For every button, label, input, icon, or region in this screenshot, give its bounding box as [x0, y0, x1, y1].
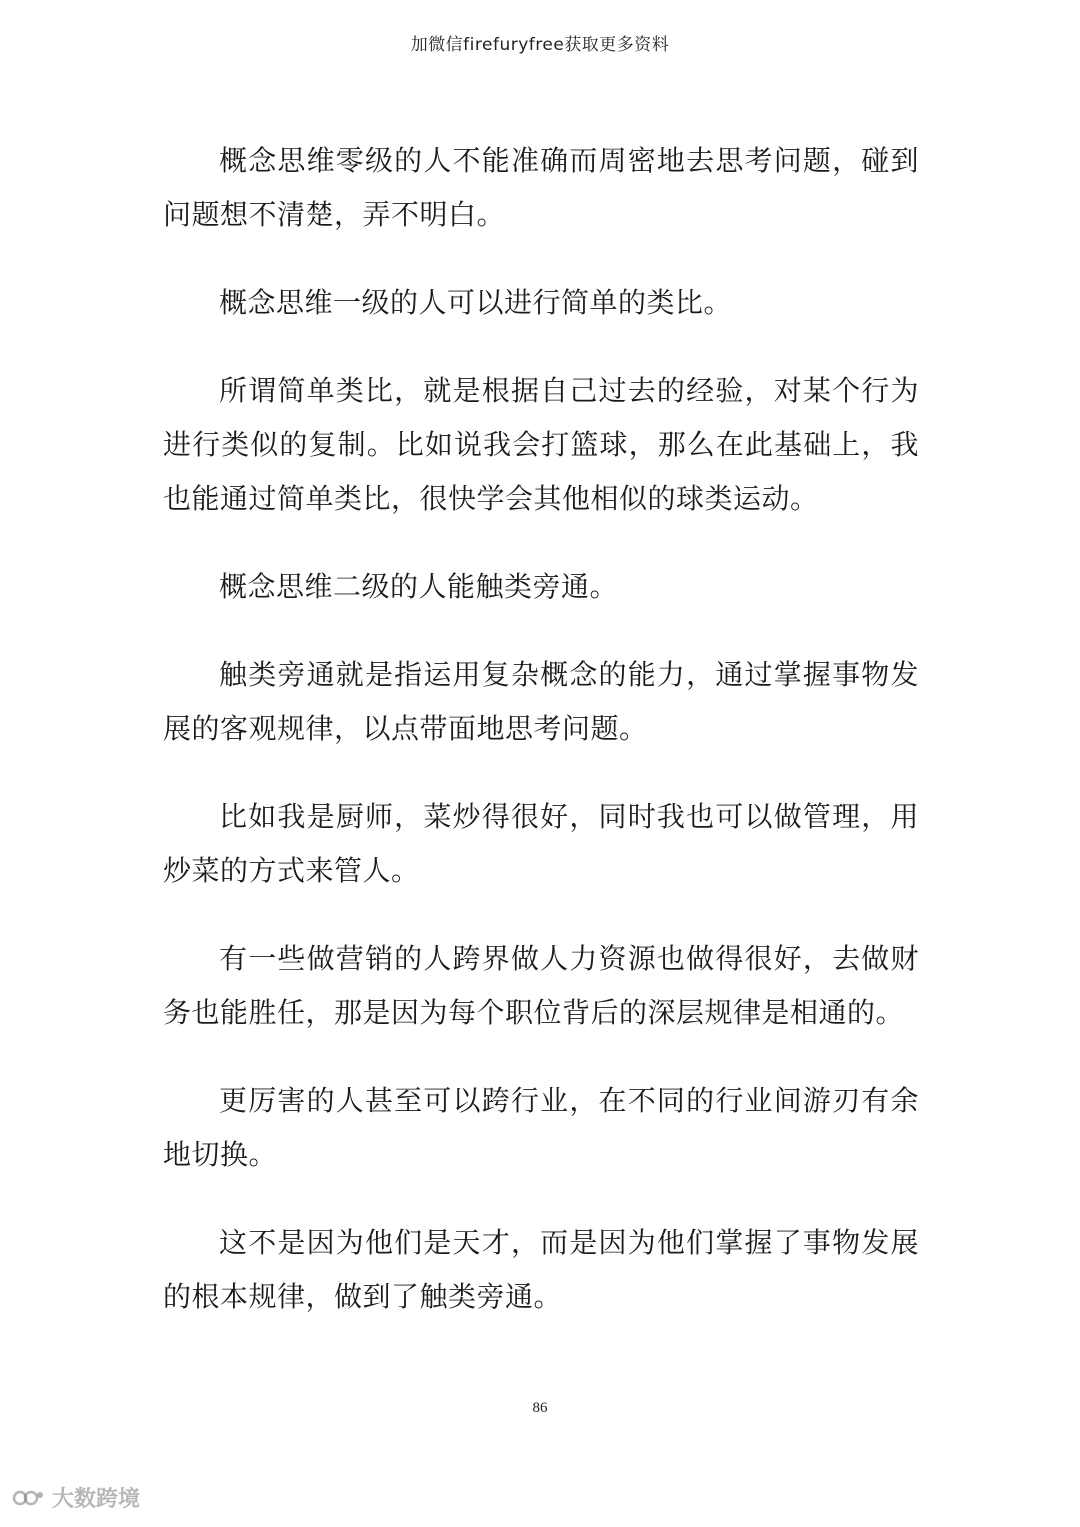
watermark-text: 大数跨境 — [52, 1487, 141, 1512]
page-number: 86 — [532, 1400, 548, 1416]
paragraph: 所谓简单类比，就是根据自己过去的经验，对某个行为进行类似的复制。比如说我会打篮球，那么在此基础上，我也能通过简单类比，很快学会其他相似的球类运动。 — [163, 374, 919, 515]
page-header: 加微信firefuryfree获取更多资料 — [410, 35, 670, 55]
paragraph: 概念思维二级的人能触类旁通。 — [219, 570, 619, 603]
paragraph: 概念思维一级的人可以进行简单的类比。 — [219, 286, 733, 319]
paragraph: 有一些做营销的人跨界做人力资源也做得很好，去做财务也能胜任，那是因为每个职位背后的深层规律是相通的。 — [163, 942, 919, 1029]
document-body — [163, 134, 919, 1358]
paragraph: 这不是因为他们是天才，而是因为他们掌握了事物发展的根本规律，做到了触类旁通。 — [163, 1226, 919, 1313]
paragraph: 比如我是厨师，菜炒得很好，同时我也可以做管理，用炒菜的方式来管人。 — [163, 800, 919, 887]
paragraph: 触类旁通就是指运用复杂概念的能力，通过掌握事物发展的客观规律，以点带面地思考问题。 — [163, 658, 919, 745]
paragraph: 概念思维零级的人不能准确而周密地去思考问题，碰到问题想不清楚，弄不明白。 — [163, 144, 919, 231]
brand-logo-icon — [12, 1487, 46, 1509]
watermark — [12, 1482, 140, 1513]
paragraph: 更厉害的人甚至可以跨行业，在不同的行业间游刃有余地切换。 — [163, 1084, 919, 1171]
